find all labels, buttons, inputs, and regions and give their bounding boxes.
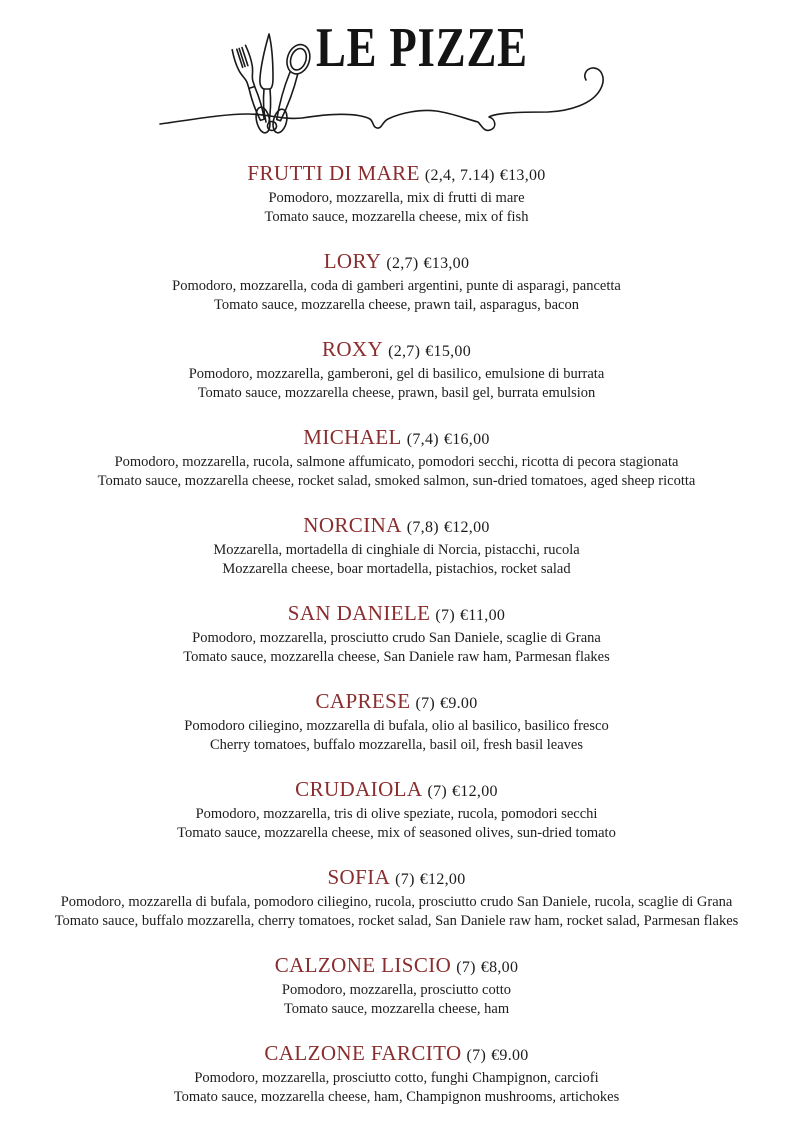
- item-heading: [0, 424, 793, 453]
- item-desc-english: Tomato sauce, mozzarella cheese, mix of fish: [264, 209, 529, 225]
- item-name: SAN DANIELE: [287, 601, 431, 625]
- item-desc-english: Tomato sauce, mozzarella cheese, prawn tail, asparagus, bacon: [214, 297, 579, 313]
- item-heading: [0, 160, 793, 189]
- item-desc-italian: Pomodoro, mozzarella, prosciutto cotto, funghi Champignon, carciofi: [194, 1070, 599, 1086]
- item-desc-italian: Pomodoro, mozzarella, coda di gamberi argentini, punte di asparagi, pancetta: [172, 278, 621, 294]
- handle-knot-loops: [254, 106, 289, 134]
- menu-item: [0, 160, 793, 227]
- item-name: NORCINA: [303, 513, 402, 537]
- item-price: €16,00: [443, 431, 490, 448]
- menu-item: [0, 688, 793, 755]
- menu-item: [0, 512, 793, 579]
- menu-item: [0, 864, 793, 931]
- item-heading: [0, 600, 793, 629]
- item-allergens: (7): [456, 959, 476, 976]
- spoon-icon: [268, 42, 313, 124]
- item-allergens: (2,7): [386, 255, 419, 272]
- item-desc-english: Tomato sauce, mozzarella cheese, rocket salad, smoked salmon, sun-dried tomatoes, aged sheep ricotta: [97, 473, 696, 489]
- item-price: €15,00: [425, 343, 472, 360]
- item-price: €13,00: [499, 167, 546, 184]
- menu-header: [0, 0, 793, 160]
- menu-item: [0, 248, 793, 315]
- item-name: SOFIA: [327, 865, 391, 889]
- item-name: MICHAEL: [303, 425, 402, 449]
- item-name: CALZONE FARCITO: [264, 1041, 462, 1065]
- item-desc-italian: Pomodoro, mozzarella, rucola, salmone affumicato, pomodori secchi, ricotta di pecora stagionata: [114, 454, 679, 470]
- item-desc-italian: Pomodoro, mozzarella, tris di olive speziate, rucola, pomodori secchi: [195, 806, 598, 822]
- item-allergens: (7): [415, 695, 436, 712]
- item-desc-english: Tomato sauce, buffalo mozzarella, cherry tomatoes, rocket salad, San Daniele raw ham, rocket salad, Parmesan flakes: [54, 913, 739, 929]
- item-price: €9.00: [440, 695, 478, 712]
- item-name: LORY: [323, 249, 382, 273]
- item-name: FRUTTI DI MARE: [247, 161, 420, 185]
- item-desc-italian: Pomodoro, mozzarella, prosciutto crudo San Daniele, scaglie di Grana: [192, 630, 601, 646]
- item-allergens: (7): [435, 607, 455, 624]
- item-name: CRUDAIOLA: [295, 777, 423, 801]
- item-heading: [0, 776, 793, 805]
- item-heading: [0, 688, 793, 717]
- item-allergens: (2,4, 7.14): [424, 167, 495, 184]
- item-desc-english: Tomato sauce, mozzarella cheese, ham: [283, 1001, 510, 1017]
- item-price: €11,00: [459, 607, 506, 624]
- item-heading: [0, 864, 793, 893]
- menu-list: [0, 160, 793, 1107]
- item-price: €9.00: [491, 1047, 529, 1064]
- item-price: €13,00: [423, 255, 470, 272]
- item-heading: [0, 336, 793, 365]
- item-desc-italian: Mozzarella, mortadella di cinghiale di Norcia, pistacchi, rucola: [213, 542, 580, 558]
- menu-item: [0, 336, 793, 403]
- item-desc-italian: Pomodoro, mozzarella, mix di frutti di mare: [268, 190, 525, 206]
- item-desc-english: Mozzarella cheese, boar mortadella, pistachios, rocket salad: [222, 561, 571, 577]
- item-allergens: (7,8): [406, 519, 439, 536]
- item-price: €8,00: [480, 959, 519, 976]
- item-allergens: (7): [395, 871, 415, 888]
- item-name: CALZONE LISCIO: [274, 953, 452, 977]
- item-name: ROXY: [321, 337, 384, 361]
- item-desc-italian: Pomodoro, mozzarella di bufala, pomodoro ciliegino, rucola, prosciutto crudo San Daniele, rucola, scaglie di Grana: [60, 894, 733, 910]
- item-heading: [0, 512, 793, 541]
- item-allergens: (2,7): [388, 343, 421, 360]
- item-desc-english: Cherry tomatoes, buffalo mozzarella, basil oil, fresh basil leaves: [210, 737, 583, 753]
- page-title: LE PIZZE: [316, 17, 528, 79]
- menu-item: [0, 952, 793, 1019]
- item-heading: [0, 1040, 793, 1069]
- menu-item: [0, 600, 793, 667]
- item-price: €12,00: [443, 519, 490, 536]
- item-heading: [0, 248, 793, 277]
- item-allergens: (7,4): [406, 431, 439, 448]
- menu-item: [0, 776, 793, 843]
- item-desc-english: Tomato sauce, mozzarella cheese, ham, Champignon mushrooms, artichokes: [173, 1089, 620, 1105]
- item-allergens: (7): [466, 1047, 487, 1064]
- item-desc-italian: Pomodoro, mozzarella, prosciutto cotto: [281, 982, 512, 998]
- item-desc-english: Tomato sauce, mozzarella cheese, mix of seasoned olives, sun-dried tomato: [177, 825, 616, 841]
- item-desc-english: Tomato sauce, mozzarella cheese, San Daniele raw ham, Parmesan flakes: [183, 649, 610, 665]
- item-allergens: (7): [427, 783, 447, 800]
- item-desc-english: Tomato sauce, mozzarella cheese, prawn, basil gel, burrata emulsion: [197, 385, 596, 401]
- item-price: €12,00: [452, 783, 498, 800]
- item-name: CAPRESE: [315, 689, 411, 713]
- menu-item: [0, 424, 793, 491]
- item-desc-italian: Pomodoro, mozzarella, gamberoni, gel di basilico, emulsione di burrata: [188, 366, 605, 382]
- item-price: €12,00: [419, 871, 466, 888]
- item-desc-italian: Pomodoro ciliegino, mozzarella di bufala, olio al basilico, basilico fresco: [184, 718, 609, 734]
- item-heading: [0, 952, 793, 981]
- menu-item: [0, 1040, 793, 1107]
